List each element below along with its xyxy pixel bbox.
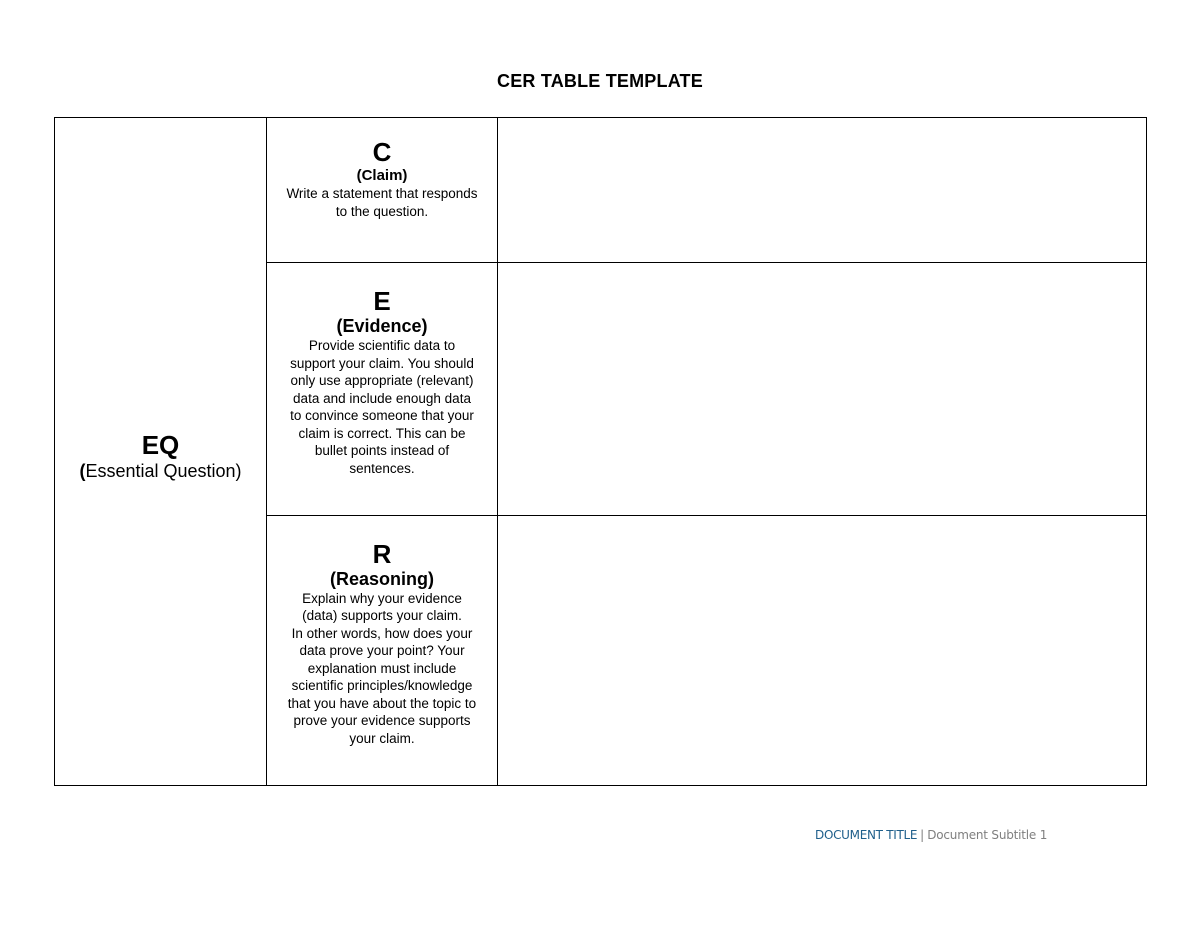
reasoning-desc-line: your claim. [349, 730, 415, 746]
claim-desc-line: to the question. [335, 203, 429, 219]
claim-desc-line: Write a statement that responds [286, 186, 478, 201]
evidence-description [267, 337, 497, 477]
evidence-letter: E [373, 286, 391, 316]
reasoning-label-cell [267, 516, 498, 786]
reasoning-desc-line: explanation must include [307, 660, 457, 676]
evidence-label-cell [267, 263, 498, 516]
reasoning-letter: R [372, 538, 392, 569]
claim-letter: C [372, 137, 392, 167]
evidence-desc-line: data and include enough data [293, 390, 471, 406]
claim-answer-cell[interactable] [498, 118, 1147, 263]
eq-cell [55, 118, 267, 786]
claim-label-cell [267, 118, 498, 263]
evidence-desc-line: only use appropriate (relevant) [290, 373, 474, 388]
page-footer [815, 828, 1047, 842]
reasoning-desc-line: scientific principles/knowledge [291, 678, 473, 694]
reasoning-desc-line: In other words, how does your [291, 625, 473, 641]
footer-doc-subtitle: Document Subtitle 1 [927, 828, 1048, 842]
table-row-claim [55, 118, 1147, 263]
claim-description [267, 185, 497, 220]
reasoning-answer-cell[interactable] [498, 516, 1147, 786]
evidence-subtitle: (Evidence) [336, 316, 428, 336]
cer-table [54, 117, 1147, 786]
evidence-answer-cell[interactable] [498, 263, 1147, 516]
reasoning-desc-line: that you have about the topic to [287, 695, 477, 711]
footer-separator: | [920, 828, 925, 842]
reasoning-desc-line: prove your evidence supports [293, 713, 471, 729]
evidence-desc-line: sentences. [349, 460, 415, 476]
claim-subtitle: (Claim) [356, 167, 408, 184]
evidence-desc-line: bullet points instead of [314, 443, 450, 458]
reasoning-description [267, 590, 497, 748]
evidence-desc-line: claim is correct. This can be [298, 425, 466, 441]
footer-doc-title: DOCUMENT TITLE [815, 828, 918, 842]
reasoning-desc-line: Explain why your evidence [302, 590, 462, 606]
reasoning-subtitle: (Reasoning) [329, 568, 434, 589]
evidence-desc-line: support your claim. You should [290, 355, 474, 371]
eq-open-paren: ( [79, 460, 86, 481]
reasoning-desc-line: data prove your point? Your [299, 643, 465, 659]
page-title: CER TABLE TEMPLATE [497, 71, 703, 91]
eq-subtitle-text: Essential Question) [85, 460, 242, 481]
reasoning-desc-line: (data) supports your claim. [302, 608, 462, 624]
eq-letter: EQ [141, 429, 180, 460]
eq-subtitle [55, 460, 266, 482]
evidence-desc-line: Provide scientific data to [308, 338, 456, 353]
evidence-desc-line: to convince someone that your [290, 408, 474, 423]
